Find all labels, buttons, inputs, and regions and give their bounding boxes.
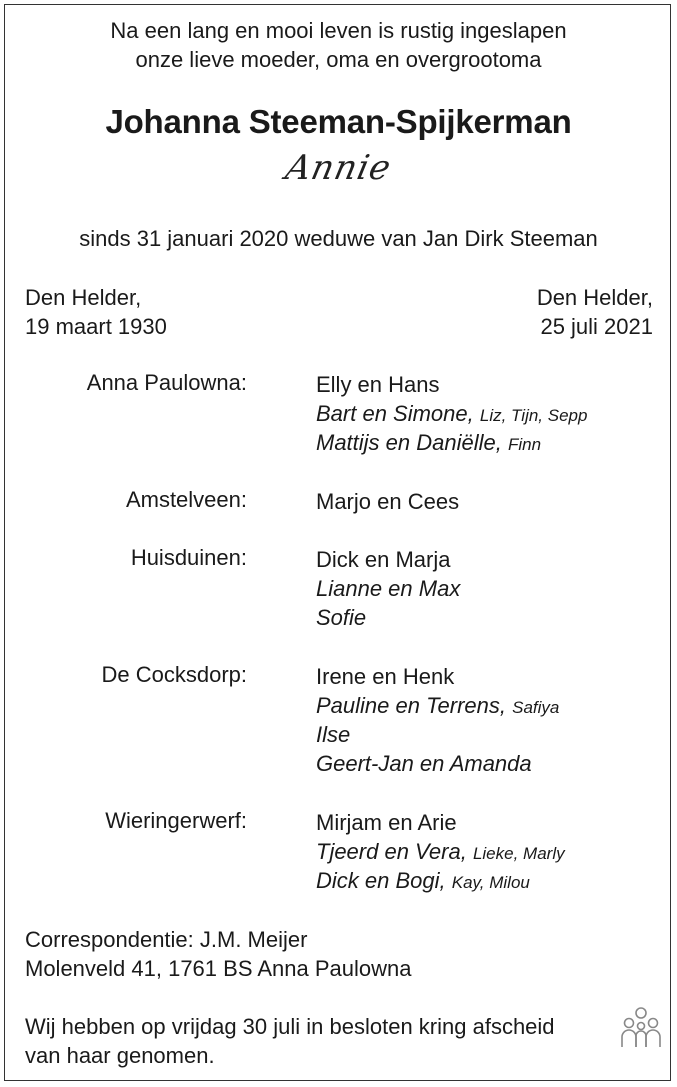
family-names: Mirjam en Arie xyxy=(316,810,457,835)
death-place: Den Helder, xyxy=(536,285,653,310)
family-place: Anna Paulowna: xyxy=(86,370,247,395)
family-grandchildren: Lieke, Marly xyxy=(472,844,565,863)
deceased-name: Johanna Steeman-Spijkerman xyxy=(105,103,572,140)
family-line xyxy=(316,866,530,897)
family-place: Amstelveen: xyxy=(125,487,247,512)
family-people-icon xyxy=(619,1005,663,1049)
family-line xyxy=(316,691,559,722)
correspondence-line-1: Correspondentie: J.M. Meijer xyxy=(25,927,308,952)
family-names: Pauline en Terrens, xyxy=(316,693,506,718)
family-line xyxy=(316,837,565,868)
family-line xyxy=(316,399,587,430)
deceased-nickname: Annie xyxy=(282,148,395,188)
family-names: Bart en Simone, xyxy=(316,401,474,426)
intro-line-2: onze lieve moeder, oma en overgrootoma xyxy=(135,47,542,72)
family-line xyxy=(316,545,450,574)
family-line xyxy=(316,370,440,399)
family-place: Huisduinen: xyxy=(130,545,247,570)
family-grandchildren: Liz, Tijn, Sepp xyxy=(479,406,588,425)
birth-place: Den Helder, xyxy=(25,285,142,310)
family-grandchildren: Finn xyxy=(508,435,542,454)
family-place: De Cocksdorp: xyxy=(101,662,247,687)
family-line xyxy=(316,720,350,749)
correspondence-line-2: Molenveld 41, 1761 BS Anna Paulowna xyxy=(25,956,412,981)
death-date: 25 juli 2021 xyxy=(540,314,653,339)
family-grandchildren: Kay, Milou xyxy=(451,873,530,892)
intro-line-1: Na een lang en mooi leven is rustig ingeslapen xyxy=(110,18,567,43)
widow-line: sinds 31 januari 2020 weduwe van Jan Dirk Steeman xyxy=(79,226,598,251)
family-line xyxy=(316,574,460,603)
birth-date: 19 maart 1930 xyxy=(25,314,167,339)
family-names: Irene en Henk xyxy=(316,664,455,689)
family-line xyxy=(316,808,457,837)
family-line xyxy=(316,662,454,691)
family-names: Sofie xyxy=(316,605,367,630)
farewell-line-1: Wij hebben op vrijdag 30 juli in besloten kring afscheid xyxy=(25,1014,555,1039)
family-place: Wieringerwerf: xyxy=(105,808,247,833)
family-names: Tjeerd en Vera, xyxy=(316,839,467,864)
family-names: Marjo en Cees xyxy=(316,489,460,514)
family-line xyxy=(316,603,366,632)
family-grandchildren: Safiya xyxy=(512,698,560,717)
family-names: Mattijs en Daniëlle, xyxy=(316,430,502,455)
family-names: Geert-Jan en Amanda xyxy=(316,751,532,776)
family-line xyxy=(316,428,541,459)
farewell-line-2: van haar genomen. xyxy=(25,1043,215,1068)
family-names: Dick en Marja xyxy=(316,547,451,572)
family-line xyxy=(316,487,459,516)
family-names: Dick en Bogi, xyxy=(316,868,446,893)
family-names: Ilse xyxy=(316,722,351,747)
family-names: Elly en Hans xyxy=(316,372,440,397)
family-names: Lianne en Max xyxy=(316,576,461,601)
family-line xyxy=(316,749,532,778)
